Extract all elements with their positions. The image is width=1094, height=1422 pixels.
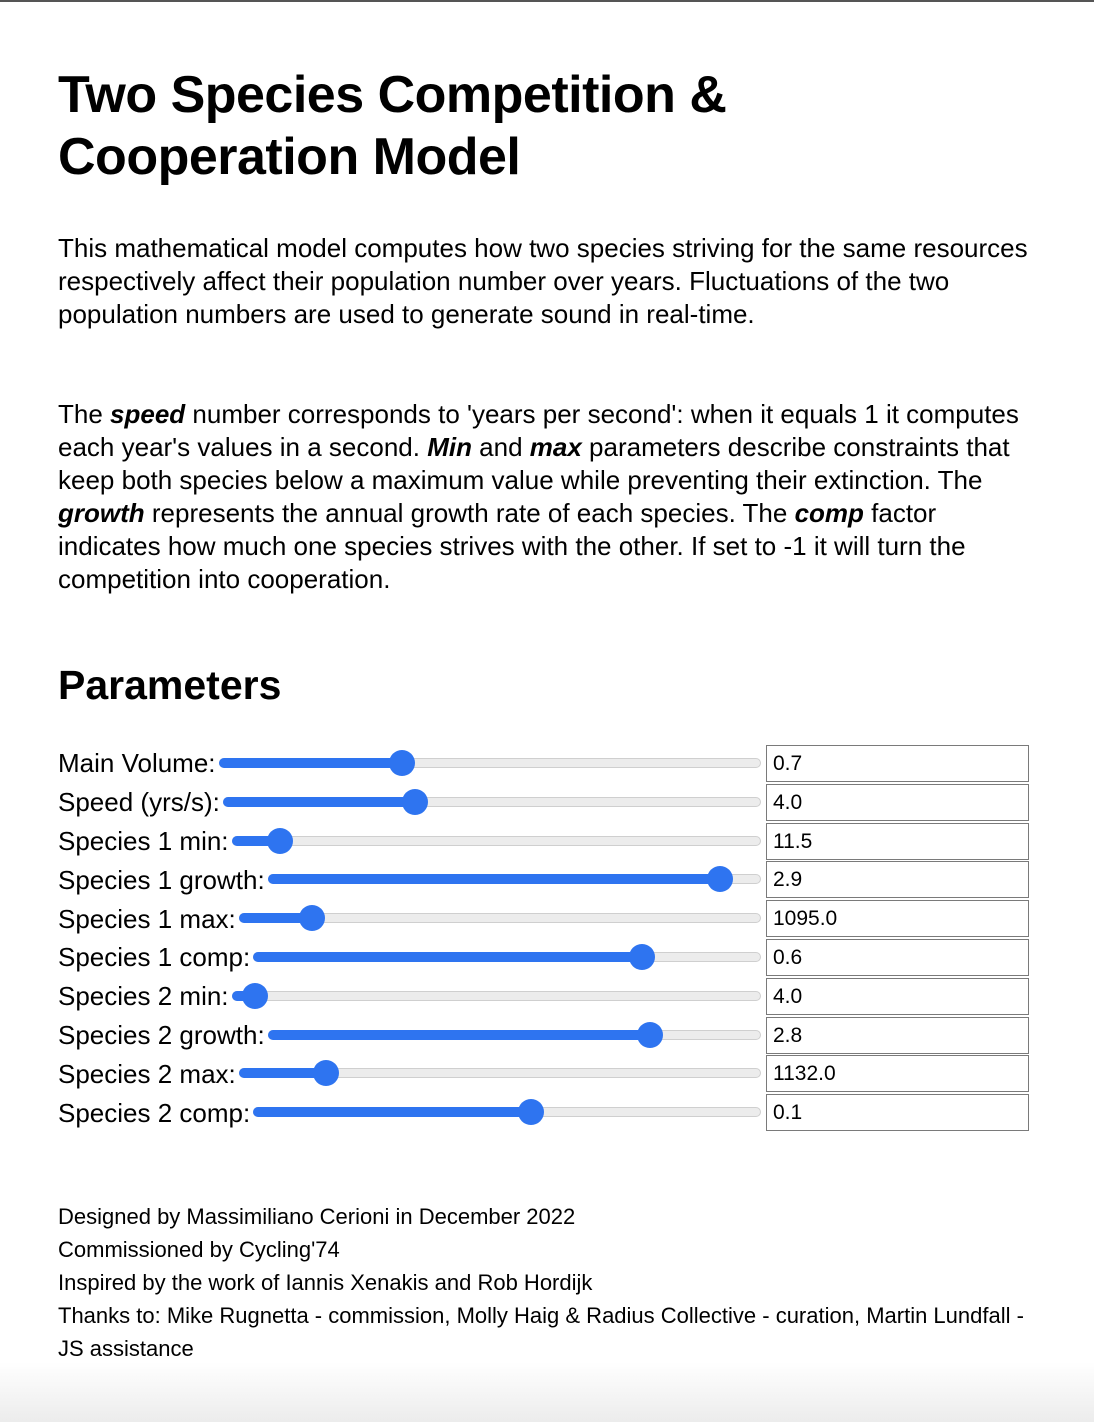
slider-track (232, 836, 761, 846)
parameter-row (58, 783, 1033, 822)
parameter-slider[interactable] (232, 989, 761, 1003)
parameters-list (58, 744, 1033, 1132)
parameter-row (58, 744, 1033, 783)
parameter-value-input[interactable]: 4.0 (766, 784, 1029, 821)
slider-fill (223, 797, 415, 807)
slider-thumb[interactable] (707, 866, 733, 892)
credit-thanks: Thanks to: Mike Rugnetta - commission, Molly Haig & Radius Collective - curation, Martin Lundfall - JS assistance (58, 1303, 1024, 1361)
parameter-row (58, 1093, 1033, 1132)
page-title: Two Species Competition & Cooperation Model (58, 66, 727, 186)
parameter-row (58, 860, 1033, 899)
parameter-slider[interactable] (223, 795, 761, 809)
parameter-label: Species 2 comp: (58, 1097, 251, 1128)
intro-paragraph-1: This mathematical model computes how two species striving for the same resources respectively affect their population number over years. Fluctuations of the two population numbers are used to generate sound in real-time. (58, 233, 1028, 329)
term-speed: speed (110, 399, 186, 429)
slider-fill (253, 1107, 531, 1117)
parameter-label: Speed (yrs/s): (58, 787, 220, 818)
slider-thumb[interactable] (402, 789, 428, 815)
slider-thumb[interactable] (637, 1022, 663, 1048)
term-max: max (529, 432, 582, 462)
parameter-value-input[interactable]: 1132.0 (766, 1055, 1029, 1092)
parameter-label: Species 1 min: (58, 825, 229, 856)
parameter-slider[interactable] (239, 911, 761, 925)
parameter-value-input[interactable]: 0.1 (766, 1094, 1029, 1131)
slider-thumb[interactable] (313, 1060, 339, 1086)
slider-thumb[interactable] (389, 750, 415, 776)
parameter-value-input[interactable]: 4.0 (766, 978, 1029, 1015)
parameter-value-input[interactable]: 0.6 (766, 939, 1029, 976)
parameter-value-input[interactable]: 11.5 (766, 823, 1029, 860)
term-min: Min (427, 432, 472, 462)
parameter-row (58, 1016, 1033, 1055)
parameter-slider[interactable] (268, 872, 761, 886)
parameter-row (58, 822, 1033, 861)
slider-fill (268, 874, 720, 884)
slider-track (232, 991, 761, 1001)
term-comp: comp (794, 498, 864, 528)
slider-fill (253, 952, 642, 962)
slider-thumb[interactable] (299, 905, 325, 931)
parameter-slider[interactable] (219, 756, 761, 770)
parameter-slider[interactable] (268, 1028, 761, 1042)
parameter-label: Species 2 min: (58, 981, 229, 1012)
parameter-label: Species 1 max: (58, 903, 236, 934)
slider-thumb[interactable] (518, 1099, 544, 1125)
slider-thumb[interactable] (242, 983, 268, 1009)
parameter-slider[interactable] (253, 1105, 761, 1119)
parameter-label: Species 1 comp: (58, 942, 251, 973)
parameter-value-input[interactable]: 1095.0 (766, 900, 1029, 937)
parameter-value-input[interactable]: 2.9 (766, 861, 1029, 898)
parameter-label: Main Volume: (58, 748, 216, 779)
parameter-slider[interactable] (239, 1066, 761, 1080)
parameters-heading: Parameters (58, 662, 282, 708)
term-growth: growth (58, 498, 145, 528)
parameter-row (58, 899, 1033, 938)
slider-thumb[interactable] (267, 828, 293, 854)
parameter-row (58, 1054, 1033, 1093)
parameter-value-input[interactable]: 0.7 (766, 745, 1029, 782)
bottom-fade (0, 1362, 1094, 1422)
credit-commissioned-by: Commissioned by Cycling'74 (58, 1237, 340, 1262)
parameter-value-input[interactable]: 2.8 (766, 1017, 1029, 1054)
credits-footer (58, 1200, 1033, 1365)
parameter-row (58, 977, 1033, 1016)
parameter-label: Species 2 growth: (58, 1019, 265, 1050)
credit-designed-by: Designed by Massimiliano Cerioni in December 2022 (58, 1204, 576, 1229)
parameter-label: Species 1 growth: (58, 864, 265, 895)
parameter-row (58, 938, 1033, 977)
slider-thumb[interactable] (629, 944, 655, 970)
credit-inspired-by: Inspired by the work of Iannis Xenakis and Rob Hordijk (58, 1270, 593, 1295)
intro-paragraph-2: The speed number corresponds to 'years per second': when it equals 1 it computes each year's values in a second. Min and max parameters describe constraints that keep both species below a maximum value while preventing their extinction. The growth represents the annual growth rate of each species. The comp factor indicates how much one species strives with the other. If set to -1 it will turn the competition into cooperation. (58, 399, 1019, 594)
parameter-slider[interactable] (253, 950, 761, 964)
parameter-label: Species 2 max: (58, 1058, 236, 1089)
parameter-slider[interactable] (232, 834, 761, 848)
slider-fill (219, 758, 402, 768)
slider-fill (268, 1030, 650, 1040)
